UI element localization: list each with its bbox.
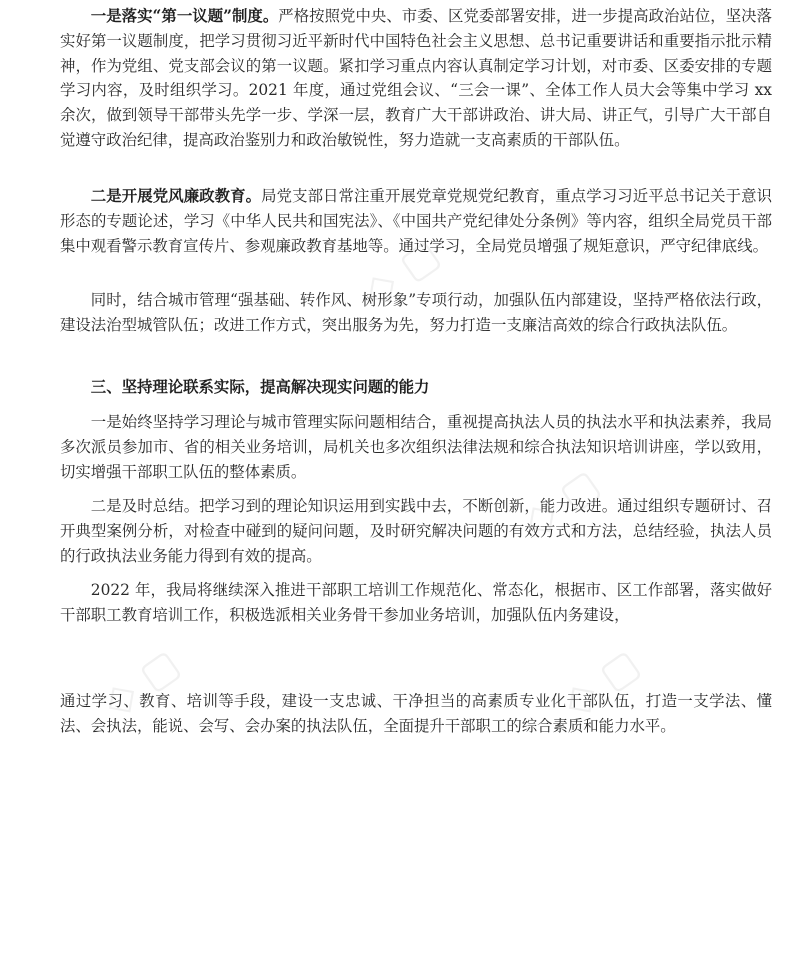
paragraph-body: 通过学习、教育、培训等手段，建设一支忠诚、干净担当的高素质专业化干部队伍，打造一支学法、懂法、会执法，能说、会写、会办案的执法队伍，全面提升干部职工的综合素质和能力水平。 [60,692,772,735]
watermark-mark: ◇ ▢ [514,460,609,546]
paragraph-continuation [60,689,772,739]
paragraph-body: 同时，结合城市管理“强基础、转作风、树形象”专项行动，加强队伍内部建设，坚持严格依法行政，建设法治型城管队伍；改进工作方式，突出服务为先，努力打造一支廉洁高效的综合行政执法队伍。 [60,291,772,334]
paragraph-body: 严格按照党中央、市委、区党委部署安排，进一步提高政治站位，坚决落实好第一议题制度，把学习贯彻习近平新时代中国特色社会主义思想、总书记重要讲话和重要指示批示精神，作为党组、党支部会议的第一议题。紧扣学习重点内容认真制定学习计划，对市委、区委安排的专题学习内容，及时组织学习。2021 年度，通过党组会议、“三会一课”、全体工作人员大会等集中学习 xx 余次，做到领导干部带头先学一步、学深一层，教育广大干部讲政治、讲大局、讲正气，引导广大干部自觉遵守政治纪律，提高政治鉴别力和政治敏锐性，努力造就一支高素质的干部队伍。 [60,7,772,149]
paragraph-theory-practice [60,410,772,484]
watermark-mark: ◇ ▢ [94,640,189,726]
paragraph-lead: 一是落实“第一议题”制度。 [90,7,279,25]
paragraph-body: 一是始终坚持学习理论与城市管理实际问题相结合，重视提高执法人员的执法水平和执法素养，我局多次派员参加市、省的相关业务培训，局机关也多次组织法律法规和综合执法知识培训讲座，学以致用，切实增强干部职工队伍的整体素质。 [60,413,772,481]
paragraph-body: 局党支部日常注重开展党章党规党纪教育，重点学习习近平总书记关于意识形态的专题论述，学习《中华人民共和国宪法》、《中国共产党纪律处分条例》等内容，组织全局党员干部集中观看警示教育宣传片、参观廉政教育基地等。通过学习，全局党员增强了规矩意识，严守纪律底线。 [60,187,772,255]
paragraph-first-agenda [60,4,772,153]
watermark-mark: ◇ ▢ [354,230,449,316]
paragraph-lead: 二是开展党风廉政教育。 [90,187,262,205]
section-heading: 三、坚持理论联系实际，提高解决现实问题的能力 [90,378,430,396]
paragraph-body: 二是及时总结。把学习到的理论知识运用到实践中去，不断创新，能力改进。通过组织专题研讨、召开典型案例分析，对检查中碰到的疑问问题，及时研究解决问题的有效方式和方法，总结经验，执法人员的行政执法业务能力得到有效的提高。 [60,497,772,565]
watermark-mark: ◇ ▢ [554,640,649,726]
paragraph-plan-2022 [60,578,772,628]
paragraph-clean-governance [60,184,772,258]
paragraph-team-building [60,288,772,338]
paragraph-summary [60,494,772,568]
paragraph-body: 2022 年，我局将继续深入推进干部职工培训工作规范化、常态化，根据市、区工作部署，落实做好干部职工教育培训工作，积极选派相关业务骨干参加业务培训，加强队伍内务建设， [60,581,772,624]
